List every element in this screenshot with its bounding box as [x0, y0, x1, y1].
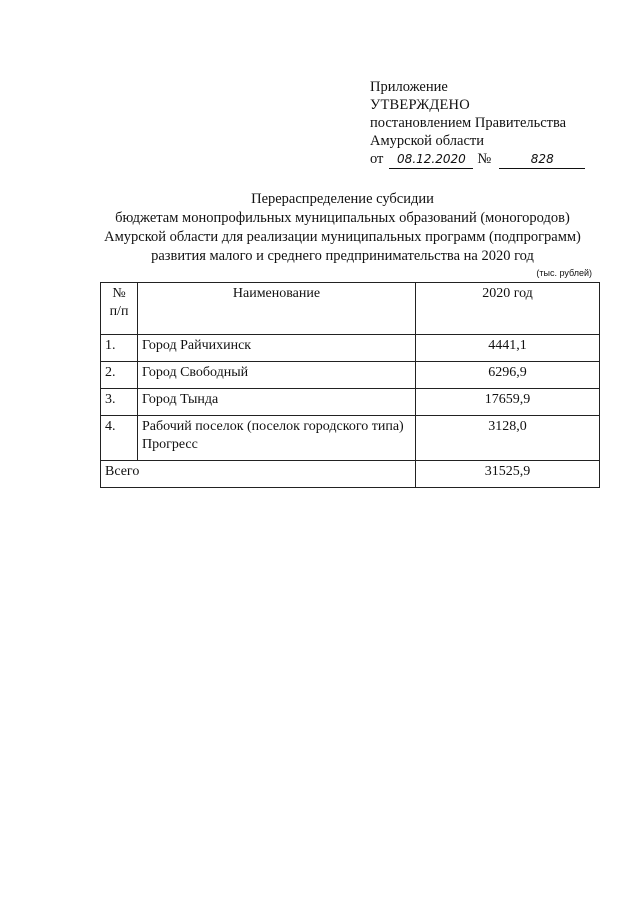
- document-title: [90, 190, 595, 266]
- table-total-row: [101, 461, 600, 488]
- row-number: 2.: [101, 362, 138, 389]
- decree-reference: [370, 150, 610, 169]
- row-name: Город Тында: [138, 389, 416, 416]
- header-name: Наименование: [138, 283, 416, 335]
- row-value: 17659,9: [416, 389, 600, 416]
- table-header-row: [101, 283, 600, 335]
- decree-date: 08.12.2020: [389, 150, 473, 169]
- title-line-2: бюджетам монопрофильных муниципальных образований (моногородов): [115, 210, 570, 226]
- subsidy-table: [100, 282, 600, 488]
- units-note: (тыс. рублей): [536, 268, 592, 278]
- appendix-label: Приложение: [370, 79, 448, 95]
- row-value: 6296,9: [416, 362, 600, 389]
- total-value: 31525,9: [416, 461, 600, 488]
- row-name: Город Райчихинск: [138, 335, 416, 362]
- row-number: 1.: [101, 335, 138, 362]
- region-label: Амурской области: [370, 133, 484, 149]
- decree-number: 828: [499, 150, 585, 169]
- row-number: 3.: [101, 389, 138, 416]
- decree-label: постановлением Правительства: [370, 115, 567, 131]
- approval-stamp: [370, 78, 610, 169]
- number-prefix: №: [477, 151, 492, 167]
- table-row: [101, 416, 600, 461]
- row-name: Рабочий поселок (поселок городского типа) Прогресс: [138, 416, 416, 461]
- row-value: 3128,0: [416, 416, 600, 461]
- table-row: [101, 389, 600, 416]
- total-label: Всего: [101, 461, 416, 488]
- row-name: Город Свободный: [138, 362, 416, 389]
- header-year: 2020 год: [416, 283, 600, 335]
- title-line-3: Амурской области для реализации муниципальных программ (подпрограмм): [104, 229, 581, 245]
- table-row: [101, 362, 600, 389]
- approved-label: УТВЕРЖДЕНО: [370, 97, 470, 113]
- header-number: № п/п: [101, 283, 138, 335]
- title-line-1: Перераспределение субсидии: [251, 191, 434, 207]
- row-value: 4441,1: [416, 335, 600, 362]
- title-line-4: развития малого и среднего предпринимательства на 2020 год: [151, 248, 534, 264]
- date-prefix: от: [370, 151, 384, 167]
- row-number: 4.: [101, 416, 138, 461]
- table-row: [101, 335, 600, 362]
